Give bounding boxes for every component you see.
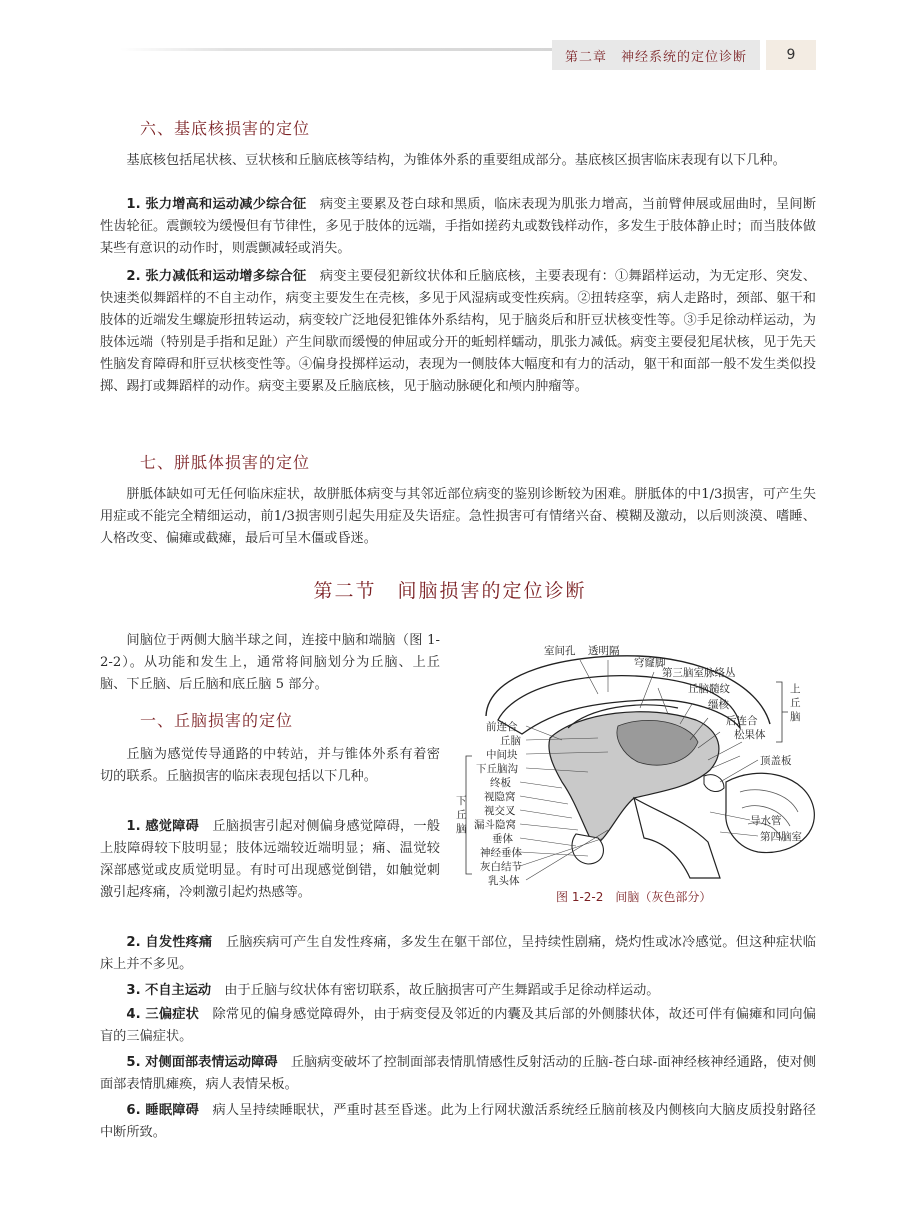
- heading-corpus-callosum: 七、胼胝体损害的定位: [140, 453, 311, 472]
- paragraph-item-sleep: [100, 1100, 816, 1144]
- item-title: 2. 自发性疼痛: [126, 935, 213, 950]
- item-title: 2. 张力减低和运动增多综合征: [126, 269, 307, 284]
- tectum-shape: [704, 775, 724, 792]
- label-epithalamus-2: 丘: [790, 697, 801, 709]
- paragraph-item-sensory: [100, 816, 440, 904]
- label-habenula: 缰核: [708, 699, 729, 711]
- label-anterior-commissure: 前连合: [486, 721, 518, 733]
- item-text: 丘脑损害引起对侧偏身感觉障碍，一般上肢障碍较下肢明显；肢体远端较近端明显；痛、温觉较深部感觉或皮质觉明显。有时可出现感觉倒错，如触觉刺激引起疼痛，冷刺激引起灼热感等。: [100, 819, 441, 900]
- paragraph-item-hypertonia: [100, 194, 816, 260]
- brainstem: [634, 798, 720, 878]
- paragraph-basal-ganglia-intro: 基底核包括尾状核、豆状核和丘脑底核等结构，为锥体外系的重要组成部分。基底核区损害临床表现有以下几种。: [126, 153, 786, 168]
- header-rule: [120, 48, 552, 51]
- heading-basal-ganglia: 六、基底核损害的定位: [140, 119, 311, 138]
- label-septum-pellucidum: 透明隔: [588, 645, 620, 657]
- page-number: 9: [766, 40, 816, 70]
- paragraph-item-involuntary: [100, 980, 816, 1002]
- paragraph-item-hypotonia: [100, 266, 816, 398]
- item-text: 丘脑疾病可产生自发性疼痛，多发生在躯干部位，呈持续性剧痛，烧灼性或冰冷感觉。但这种症状临床上并不多见。: [100, 935, 816, 972]
- label-interventricular-foramen: 室间孔: [544, 645, 576, 657]
- item-title: 1. 张力增高和运动减少综合征: [126, 197, 307, 212]
- heading-thalamus: 一、丘脑损害的定位: [140, 711, 294, 730]
- section-title: 第二节 间脑损害的定位诊断: [313, 580, 587, 602]
- item-text: 丘脑病变破坏了控制面部表情肌情感性反射活动的丘脑-苍白球-面神经核神经通路，使对侧面部表情肌瘫痪，病人表情呆板。: [100, 1055, 816, 1092]
- item-text: 由于丘脑与纹状体有密切联系，故丘脑损害可产生舞蹈或手足徐动样运动。: [211, 983, 660, 998]
- paragraph-diencephalon-intro: 间脑位于两侧大脑半球之间，连接中脑和端脑（图 1-2-2）。从功能和发生上，通常将间脑划分为丘脑、上丘脑、下丘脑、后丘脑和底丘脑 5 部分。: [100, 633, 440, 692]
- label-tuber-cinereum: 灰白结节: [480, 861, 522, 873]
- label-hypothalamus-1: 下: [456, 795, 467, 807]
- label-epithalamus-1: 上: [790, 683, 801, 695]
- label-hypophysis: 垂体: [492, 833, 513, 845]
- label-hypothalamic-sulcus: 下丘脑沟: [476, 763, 518, 775]
- paragraph-thalamus-intro: 丘脑为感觉传导通路的中转站，并与锥体外系有着密切的联系。丘脑损害的临床表现包括以下几种。: [100, 747, 440, 784]
- item-text: 病变主要侵犯新纹状体和丘脑底核，主要表现有：①舞蹈样运动，为无定形、突发、快速类似舞蹈样的不自主动作，病变主要发生在壳核，多见于风湿病或变性疾病。②扭转痉挛，病人走路时，颈部、躯干和肢体的近端发生螺旋形扭转运动，病变较广泛地侵犯锥体外系结构，见于脑炎后和肝豆状核变性等。③手足徐动样运动，为肢体远端（特别是手指和足趾）产生间歇而缓慢的伸屈或分开的蚯蚓样蠕动，肌张力减低。病变主要侵犯尾状核，见于先天性脑发育障碍和肝豆状核变性等。④偏身投掷样运动，表现为一侧肢体大幅度和有力的活动，躯干和面部一般不发生类似投掷、踢打或舞蹈样的动作。病变主要累及丘脑底核，见于脑动脉硬化和颅内肿瘤等。: [100, 269, 817, 394]
- label-neurohypophysis: 神经垂体: [480, 847, 522, 859]
- epithalamus-brace: [776, 682, 788, 742]
- label-infundibular-recess: 漏斗隐窝: [474, 819, 516, 831]
- figure-caption: 图 1-2-2 间脑（灰色部分）: [556, 890, 712, 904]
- item-title: 1. 感觉障碍: [126, 819, 199, 834]
- item-title: 5. 对侧面部表情运动障碍: [126, 1055, 278, 1070]
- label-optic-chiasm: 视交叉: [484, 805, 516, 817]
- label-interthalamic-adhesion: 中间块: [486, 749, 518, 761]
- item-title: 4. 三偏症状: [126, 1007, 200, 1022]
- label-mammillary-body: 乳头体: [488, 875, 520, 887]
- paragraph-corpus-callosum: 胼胝体缺如可无任何临床症状，故胼胝体病变与其邻近部位病变的鉴别诊断较为困难。胼胝体的中1/3损害，可产生失用症或不能完全精细运动，前1/3损害则引起失用症及失语症。急性损害可有情绪兴奋、模糊及激动，以后则淡漠、嗜睡、人格改变、偏瘫或截瘫，最后可呈木僵或昏迷。: [100, 487, 816, 546]
- label-epithalamus-3: 脑: [790, 711, 801, 723]
- label-hypothalamus-3: 脑: [456, 823, 467, 835]
- label-posterior-commissure: 后连合: [726, 715, 758, 727]
- label-pineal: 松果体: [734, 729, 766, 741]
- label-stria-medullaris: 丘脑髓纹: [688, 683, 730, 695]
- item-text: 病人呈持续睡眠状，严重时甚至昏迷。此为上行网状激活系统经丘脑前核及内侧核向大脑皮质投射路径中断所致。: [100, 1103, 816, 1140]
- paragraph-item-pain: [100, 932, 816, 976]
- label-optic-recess: 视隐窝: [484, 791, 516, 803]
- label-tectum: 顶盖板: [760, 755, 792, 767]
- label-fourth-ventricle: 第四脑室: [760, 831, 802, 843]
- label-fornix: 穹窿脚: [634, 657, 666, 669]
- label-choroid-plexus: 第三脑室脉络丛: [662, 667, 736, 679]
- chapter-header: 第二章 神经系统的定位诊断: [552, 40, 760, 70]
- item-text: 除常见的偏身感觉障碍外，由于病变侵及邻近的内囊及其后部的外侧膝状体，故还可伴有偏瘫和同向偏盲的三偏症状。: [100, 1007, 816, 1044]
- item-text: 病变主要累及苍白球和黑质，临床表现为肌张力增高，当前臂伸展或屈曲时，呈间断性齿轮征。震颤较为缓慢但有节律性，多见于肢体的远端，手指如搓药丸或数钱样动作，多发生于肢体静止时；而当肢体做某些有意识的动作时，则震颤减轻或消失。: [100, 197, 817, 256]
- paragraph-item-facial: [100, 1052, 816, 1096]
- label-aqueduct: 导水管: [750, 815, 782, 827]
- item-title: 6. 睡眠障碍: [126, 1103, 200, 1118]
- label-thalamus: 丘脑: [500, 735, 521, 747]
- item-title: 3. 不自主运动: [126, 983, 212, 998]
- diencephalon-figure: [456, 642, 828, 887]
- label-hypothalamus-2: 丘: [456, 809, 467, 821]
- label-lamina-terminalis: 终板: [490, 777, 511, 789]
- hypothalamus-brace: [466, 756, 472, 874]
- paragraph-item-triad: [100, 1004, 816, 1048]
